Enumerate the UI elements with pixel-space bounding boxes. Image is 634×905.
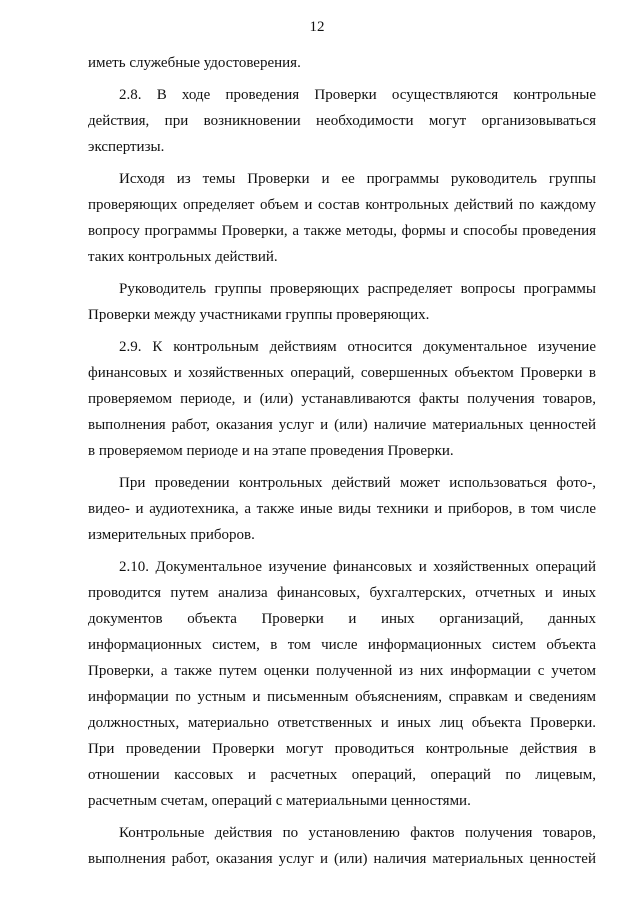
text-line: в проверяемом периоде и на этапе проведения Проверки. bbox=[88, 443, 454, 459]
text-line: экспертизы. bbox=[88, 139, 165, 155]
text-line: информационных систем, в том числе информационных систем объекта bbox=[88, 637, 596, 653]
text-line: финансовых и хозяйственных операций, совершенных объектом Проверки в bbox=[88, 365, 596, 381]
text-line: 2.10. Документальное изучение финансовых и хозяйственных операций bbox=[119, 559, 596, 575]
paragraph bbox=[88, 820, 596, 872]
text-line: информации по устным и письменным объяснениям, справкам и сведениям bbox=[88, 689, 596, 705]
text-line: выполнения работ, оказания услуг и (или) наличие материальных ценностей bbox=[88, 417, 596, 433]
document-body bbox=[88, 50, 596, 872]
page-number: 12 bbox=[309, 19, 325, 35]
paragraph bbox=[88, 82, 596, 160]
text-line: вопросу программы Проверки, а также методы, формы и способы проведения bbox=[88, 223, 596, 239]
text-line: отношении кассовых и расчетных операций, операций по лицевым, bbox=[88, 767, 596, 783]
paragraph bbox=[88, 50, 596, 76]
text-line: таких контрольных действий. bbox=[88, 249, 278, 265]
text-line: проводится путем анализа финансовых, бухгалтерских, отчетных и иных bbox=[88, 585, 596, 601]
text-line: расчетным счетам, операций с материальными ценностями. bbox=[88, 793, 471, 809]
text-line: иметь служебные удостоверения. bbox=[88, 55, 301, 71]
text-line: видео- и аудиотехника, а также иные виды техники и приборов, в том числе bbox=[88, 501, 596, 517]
text-line: Проверки между участниками группы проверяющих. bbox=[88, 307, 430, 323]
text-line: измерительных приборов. bbox=[88, 527, 255, 543]
text-line: Контрольные действия по установлению фактов получения товаров, bbox=[119, 825, 596, 841]
text-line: документов объекта Проверки и иных организаций, данных bbox=[88, 611, 596, 627]
text-line: проверяющих определяет объем и состав контрольных действий по каждому bbox=[88, 197, 596, 213]
paragraph bbox=[88, 554, 596, 814]
paragraph bbox=[88, 276, 596, 328]
text-line: 2.9. К контрольным действиям относится документальное изучение bbox=[119, 339, 596, 355]
text-line: 2.8. В ходе проведения Проверки осуществляются контрольные bbox=[119, 87, 596, 103]
text-line: действия, при возникновении необходимости могут организовываться bbox=[88, 113, 596, 129]
text-line: проверяемом периоде, и (или) устанавливаются факты получения товаров, bbox=[88, 391, 596, 407]
paragraph bbox=[88, 470, 596, 548]
text-line: Исходя из темы Проверки и ее программы руководитель группы bbox=[119, 171, 596, 187]
text-line: Проверки, а также путем оценки полученной из них информации с учетом bbox=[88, 663, 596, 679]
text-line: выполнения работ, оказания услуг и (или) наличия материальных ценностей bbox=[88, 851, 596, 867]
text-line: При проведении контрольных действий может использоваться фото-, bbox=[119, 475, 596, 491]
paragraph bbox=[88, 334, 596, 464]
text-line: Руководитель группы проверяющих распределяет вопросы программы bbox=[119, 281, 596, 297]
text-line: При проведении Проверки могут проводиться контрольные действия в bbox=[88, 741, 596, 757]
text-line: должностных, материально ответственных и иных лиц объекта Проверки. bbox=[88, 715, 596, 731]
paragraph bbox=[88, 166, 596, 270]
